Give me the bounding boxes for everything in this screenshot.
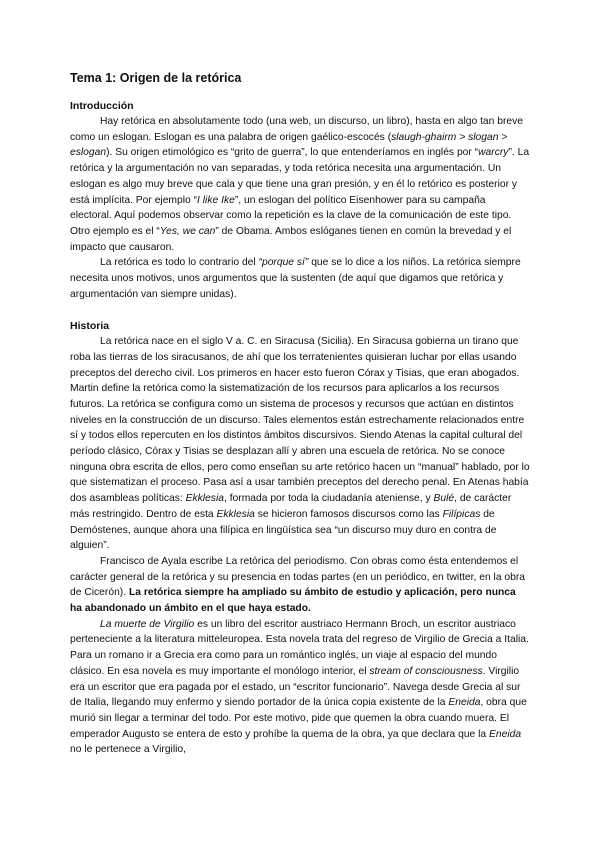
page-title: Tema 1: Origen de la retórica bbox=[70, 71, 242, 85]
document-body bbox=[70, 70, 530, 758]
intro-paragraph-1: Hay retórica en absolutamente todo (una web, un discurso, un libro), hasta en algo tan breve como un eslogan. Eslogan es una palabra de origen gaélico-escocés (slaugh-ghairm > slogan > eslogan). Su origen etimológico es “grito de guerra”, lo que entenderíamos en inglés por “warcry”. La retórica y la argumentación no van separadas, y toda retórica necesita una argumentación. Un eslogan es algo muy breve que cala y que tiene una gran presión, y en él lo retórico es posterior y está implícita. Por ejemplo “I like Ike”, un eslogan del político Eisenhower para su campaña electoral. Aquí podemos observar como la repetición es la clave de la comunicación de este tipo. Otro ejemplo es el “Yes, we can” de Obama. Ambos eslóganes tienen en común la brevedad y el impacto que causaron. bbox=[70, 116, 530, 253]
paragraph-spacer bbox=[70, 302, 530, 318]
historia-paragraph-2: Francisco de Ayala escribe La retórica del periodismo. Con obras como ésta entendemos el carácter general de la retórica y su presencia en todas partes (en un periódico, en twitter, en la obra de Cicerón). La retórica siempre ha ampliado su ámbito de estudio y aplicación, pero nunca ha abandonado un ámbito en el que haya estado. bbox=[70, 555, 526, 615]
section-heading-historia: Historia bbox=[70, 320, 110, 333]
historia-paragraph-3: La muerte de Virgilio es un libro del escritor austriaco Hermann Broch, un escritor austriaco perteneciente a la literatura mitteleuropea. Esta novela trata del regreso de Virgilio de Grecia a Italia. Para un romano ir a Grecia era como para un romántico inglés, un viaje al espacio del mundo clásico. En esa novela es muy importante el monólogo interior, el stream of consciousness. Virgilio era un escritor que era pagada por el estado, un “escritor funcionario”. Navega desde Grecia al sur de Italia, llegando muy enfermo y siendo portador de la única copia existente de la Eneida, obra que murió sin llegar a terminar del todo. Por este motivo, pide que quemen la obra cuando muera. El emperador Augusto se entera de esto y prohíbe la quema de la obra, ya que declara que la Eneida no le pertenece a Virgilio, bbox=[70, 618, 529, 756]
historia-paragraph-1: La retórica nace en el siglo V a. C. en Siracusa (Sicilia). En Siracusa gobierna un tirano que roba las tierras de los siracusanos, de ahí que los terratenientes quisieran luchar por ellas usando preceptos del derecho civil. Los primeros en hacer esto fueron Córax y Tisias, que eran abogados. Martin define la retórica como la sistematización de los recursos para aplicarlos a los recursos futuros. La retórica se configura como un sistema de procesos y recursos que actúan en distintos niveles en la construcción de un discurso. Tales elementos están estrechamente relacionados entre sí y todos ellos repercuten en los distintos ámbitos discursivos. Siendo Atenas la capital cultural del período clásico, Córax y Tisias se desplazan allí y abren una escuela de retórica. No se conoce ninguna obra escrita de ellos, pero como enseñan su arte retórico hacen un “manual” hablado, por lo que sistematizan el proceso. Pasa así a usar también preceptos del derecho penal. En Atenas había dos asambleas políticas: Ekklesia, formada por toda la ciudadanía ateniense, y Bulé, de carácter más restringido. Dentro de esta Ekklesia se hicieron famosos discursos como las Filípicas de Demóstenes, aunque ahora una filípica en lingüística sea “un discurso muy duro en contra de alguien”. bbox=[70, 336, 530, 552]
intro-paragraph-2: La retórica es todo lo contrario del “porque sí” que se lo dice a los niños. La retórica siempre necesita unos motivos, unos argumentos que la sustenten (de aquí que digamos que retórica y argumentación van siempre unidas). bbox=[70, 257, 521, 300]
section-heading-introduccion: Introducción bbox=[70, 100, 134, 112]
